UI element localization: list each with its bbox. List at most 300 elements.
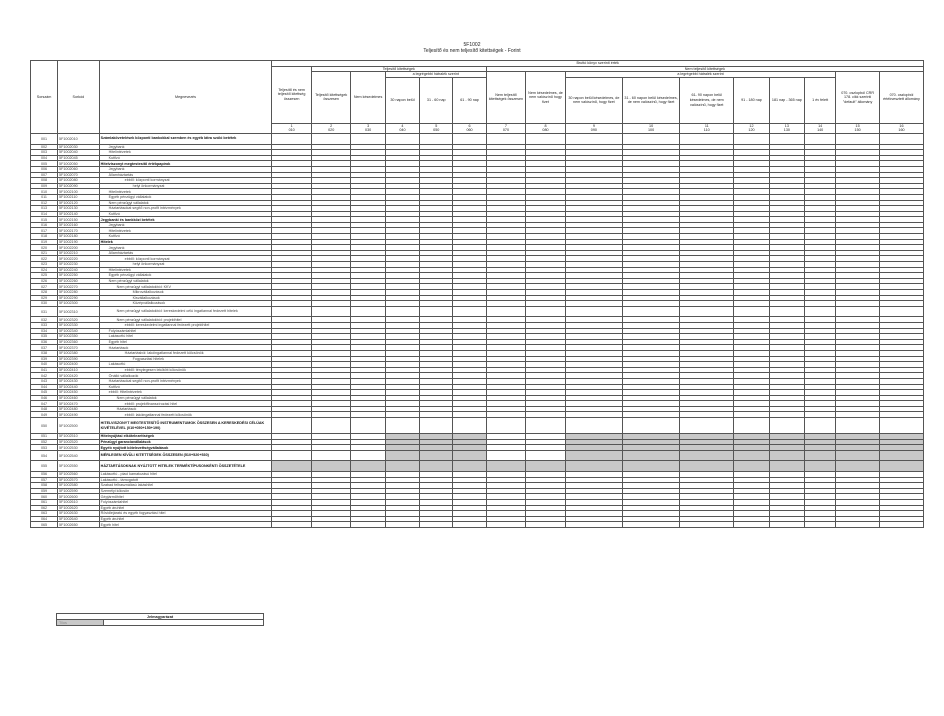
row-code: 5F1002150 bbox=[58, 217, 100, 223]
column-number-cell bbox=[526, 123, 566, 133]
row-number: 008 bbox=[31, 178, 58, 184]
row-description: ebből: ténylegesen lekötött kölcsönök bbox=[99, 367, 272, 373]
value-cell[interactable] bbox=[385, 450, 419, 461]
value-cell[interactable] bbox=[420, 450, 453, 461]
value-cell[interactable] bbox=[420, 306, 453, 317]
value-cell[interactable] bbox=[351, 418, 385, 434]
row-code: 5F1002290 bbox=[58, 295, 100, 301]
row-code: 5F1002130 bbox=[58, 206, 100, 212]
row-description: Középvállalkozások bbox=[99, 301, 272, 307]
value-cell[interactable] bbox=[565, 522, 622, 528]
row-code: 5F1002530 bbox=[58, 445, 100, 451]
header-megnevezes: Megnevezés bbox=[99, 61, 272, 134]
row-description: HITELVISZONYT MEGTESTESÍTŐ INSTRUMENTUMOK ÖSSZESEN A KERESKEDÉSI CÉLÚAK KIVÉTELÉVEL (010+050+150+190) bbox=[99, 418, 272, 434]
value-cell[interactable] bbox=[486, 450, 526, 461]
value-cell[interactable] bbox=[622, 461, 679, 472]
row-number: 005 bbox=[31, 161, 58, 167]
row-description: Gépjárműhitel bbox=[99, 494, 272, 500]
column-number-cell bbox=[420, 123, 453, 133]
header-col-9: 30 napon belül késedelmes, de nem valószínű, hogy fizet bbox=[565, 77, 622, 123]
value-cell[interactable] bbox=[734, 306, 769, 317]
row-code: 5F1002440 bbox=[58, 384, 100, 390]
row-code: 5F1002330 bbox=[58, 322, 100, 328]
header-col-8: Nem késedelmes, de nem valószínű hogy fizet bbox=[526, 72, 566, 124]
column-number-cell bbox=[622, 123, 679, 133]
row-code: 5F1002570 bbox=[58, 477, 100, 483]
value-cell[interactable] bbox=[769, 461, 804, 472]
legend-swatch: Tilos bbox=[57, 620, 104, 626]
row-code: 5F1002140 bbox=[58, 211, 100, 217]
row-number: 044 bbox=[31, 384, 58, 390]
column-number-cell bbox=[486, 123, 526, 133]
value-cell[interactable] bbox=[879, 450, 923, 461]
value-cell[interactable] bbox=[311, 133, 351, 144]
row-code: 5F1002610 bbox=[58, 500, 100, 506]
row-code: 5F1002260 bbox=[58, 278, 100, 284]
row-code: 5F1002620 bbox=[58, 505, 100, 511]
value-cell[interactable] bbox=[272, 461, 312, 472]
header-col-5: 31 - 60 nap bbox=[420, 77, 453, 123]
legend-spacer bbox=[104, 620, 264, 626]
row-description: Mikrovállalkozások bbox=[99, 290, 272, 296]
value-cell[interactable] bbox=[311, 306, 351, 317]
row-code: 5F1002045 bbox=[58, 155, 100, 161]
row-code: 5F1002380 bbox=[58, 350, 100, 356]
value-cell[interactable] bbox=[680, 133, 734, 144]
row-number: 007 bbox=[31, 172, 58, 178]
value-cell[interactable] bbox=[272, 450, 312, 461]
column-code: 080 bbox=[542, 128, 549, 133]
row-number: 045 bbox=[31, 390, 58, 396]
value-cell[interactable] bbox=[879, 306, 923, 317]
column-number-cell bbox=[272, 123, 312, 133]
header-group-performing: Teljesítő kitettségek bbox=[311, 66, 486, 72]
value-cell[interactable] bbox=[565, 450, 622, 461]
row-number: 035 bbox=[31, 334, 58, 340]
value-cell[interactable] bbox=[486, 306, 526, 317]
value-cell[interactable] bbox=[805, 133, 836, 144]
column-number: 12 bbox=[749, 123, 754, 128]
value-cell[interactable] bbox=[879, 522, 923, 528]
header-sorszam: Sorszám bbox=[31, 61, 58, 134]
value-cell[interactable] bbox=[565, 461, 622, 472]
row-number: 057 bbox=[31, 477, 58, 483]
value-cell[interactable] bbox=[311, 450, 351, 461]
value-cell[interactable] bbox=[453, 461, 486, 472]
row-number: 001 bbox=[31, 133, 58, 144]
row-code: 5F1002270 bbox=[58, 284, 100, 290]
row-number: 030 bbox=[31, 301, 58, 307]
row-code: 5F1002510 bbox=[58, 434, 100, 440]
row-number: 054 bbox=[31, 450, 58, 461]
row-description: Lakáscélú - támogatott bbox=[99, 477, 272, 483]
column-number: 1 bbox=[290, 123, 293, 128]
row-number: 016 bbox=[31, 222, 58, 228]
value-cell[interactable] bbox=[734, 450, 769, 461]
row-number: 023 bbox=[31, 262, 58, 268]
column-number-cell bbox=[734, 123, 769, 133]
row-number: 065 bbox=[31, 522, 58, 528]
column-number-cell bbox=[879, 123, 923, 133]
value-cell[interactable] bbox=[565, 306, 622, 317]
value-cell[interactable] bbox=[272, 418, 312, 434]
row-number: 060 bbox=[31, 494, 58, 500]
row-code: 5F1002590 bbox=[58, 488, 100, 494]
header-perf-sub: a legrégebbi hátralék szerint bbox=[385, 72, 486, 78]
row-code: 5F1002040 bbox=[58, 150, 100, 156]
row-number: 049 bbox=[31, 412, 58, 418]
value-cell[interactable] bbox=[385, 306, 419, 317]
row-description: Hitelnyújtási elkötelezettségek bbox=[99, 434, 272, 440]
value-cell[interactable] bbox=[526, 418, 566, 434]
value-cell[interactable] bbox=[622, 306, 679, 317]
table-row bbox=[31, 306, 924, 317]
value-cell[interactable] bbox=[565, 133, 622, 144]
row-description: helyi önkormányzat bbox=[99, 183, 272, 189]
value-cell[interactable] bbox=[734, 418, 769, 434]
row-number: 017 bbox=[31, 228, 58, 234]
column-number: 3 bbox=[367, 123, 370, 128]
row-description: Jegybank bbox=[99, 222, 272, 228]
value-cell[interactable] bbox=[565, 418, 622, 434]
value-cell[interactable] bbox=[805, 450, 836, 461]
row-description: Számlakövetelések központi bankokkal szemben és egyéb látra szóló betétek bbox=[99, 133, 272, 144]
value-cell[interactable] bbox=[836, 306, 880, 317]
value-cell[interactable] bbox=[486, 461, 526, 472]
row-description: Államháztartás bbox=[99, 172, 272, 178]
value-cell[interactable] bbox=[769, 133, 804, 144]
row-number: 061 bbox=[31, 500, 58, 506]
value-cell[interactable] bbox=[805, 418, 836, 434]
row-code: 5F1002080 bbox=[58, 178, 100, 184]
row-code: 5F1002010 bbox=[58, 133, 100, 144]
row-number: 039 bbox=[31, 356, 58, 362]
row-description: Jegybanki és bankközi betétek bbox=[99, 217, 272, 223]
value-cell[interactable] bbox=[680, 522, 734, 528]
row-number: 027 bbox=[31, 284, 58, 290]
value-cell[interactable] bbox=[486, 418, 526, 434]
value-cell[interactable] bbox=[420, 522, 453, 528]
row-number: 002 bbox=[31, 144, 58, 150]
row-description: Folyószámlahitel bbox=[99, 500, 272, 506]
value-cell[interactable] bbox=[351, 450, 385, 461]
value-cell[interactable] bbox=[680, 461, 734, 472]
value-cell[interactable] bbox=[351, 306, 385, 317]
row-number: 020 bbox=[31, 245, 58, 251]
row-number: 021 bbox=[31, 250, 58, 256]
header-nonperf-sub: a legrégebbi hátralék szerint bbox=[565, 72, 836, 78]
row-code: 5F1002060 bbox=[58, 166, 100, 172]
column-code: 090 bbox=[590, 128, 597, 133]
row-description: helyi önkormányzat bbox=[99, 262, 272, 268]
table-row bbox=[31, 461, 924, 472]
row-number: 013 bbox=[31, 206, 58, 212]
row-number: 022 bbox=[31, 256, 58, 262]
row-code: 5F1002200 bbox=[58, 245, 100, 251]
value-cell[interactable] bbox=[272, 133, 312, 144]
row-code: 5F1002210 bbox=[58, 250, 100, 256]
value-cell[interactable] bbox=[272, 522, 312, 528]
value-cell[interactable] bbox=[734, 522, 769, 528]
header-col-16: 070. oszlopból értékvesztett állomány bbox=[879, 72, 923, 124]
value-cell[interactable] bbox=[385, 133, 419, 144]
row-description: Szabad felhasználású lakáshitel bbox=[99, 483, 272, 489]
row-description: Kisvállalkozások bbox=[99, 295, 272, 301]
row-description: Fogyasztási hitelek bbox=[99, 356, 272, 362]
value-cell[interactable] bbox=[420, 133, 453, 144]
column-number: 7 bbox=[504, 123, 507, 128]
value-cell[interactable] bbox=[526, 450, 566, 461]
row-description: Egyéb áruhitel bbox=[99, 516, 272, 522]
column-number: 11 bbox=[704, 123, 709, 128]
value-cell[interactable] bbox=[836, 450, 880, 461]
value-cell[interactable] bbox=[311, 461, 351, 472]
value-cell[interactable] bbox=[805, 461, 836, 472]
row-number: 051 bbox=[31, 434, 58, 440]
row-number: 029 bbox=[31, 295, 58, 301]
row-number: 031 bbox=[31, 306, 58, 317]
row-code: 5F1002100 bbox=[58, 189, 100, 195]
header-col-14: 1 év felett bbox=[805, 77, 836, 123]
header-col-2: Teljesítő kitettségek összesen bbox=[311, 72, 351, 124]
row-description: Kutfizó bbox=[99, 384, 272, 390]
row-description: Egyéb hitel bbox=[99, 522, 272, 528]
row-description: ebből: kereskedelmi ingatlannal fedezett projekthitel bbox=[99, 322, 272, 328]
value-cell[interactable] bbox=[311, 522, 351, 528]
value-cell[interactable] bbox=[351, 522, 385, 528]
row-number: 034 bbox=[31, 328, 58, 334]
column-number: 6 bbox=[468, 123, 471, 128]
column-number: 2 bbox=[330, 123, 333, 128]
row-number: 055 bbox=[31, 461, 58, 472]
value-cell[interactable] bbox=[351, 133, 385, 144]
value-cell[interactable] bbox=[385, 461, 419, 472]
value-cell[interactable] bbox=[453, 306, 486, 317]
row-code: 5F1002320 bbox=[58, 317, 100, 323]
row-description: Nem pénzügyi vállalatokból: kereskedelmi célú ingatlannal fedezett hitelek bbox=[99, 306, 272, 317]
value-cell[interactable] bbox=[622, 522, 679, 528]
row-number: 040 bbox=[31, 362, 58, 368]
row-code: 5F1002550 bbox=[58, 461, 100, 472]
row-code: 5F1002630 bbox=[58, 511, 100, 517]
value-cell[interactable] bbox=[805, 522, 836, 528]
value-cell[interactable] bbox=[526, 522, 566, 528]
row-description: Háztartásból: lakóingatlannal fedezett kölcsönök bbox=[99, 350, 272, 356]
row-code: 5F1002170 bbox=[58, 228, 100, 234]
row-number: 038 bbox=[31, 350, 58, 356]
row-description: Lakáscélú bbox=[99, 362, 272, 368]
row-code: 5F1002480 bbox=[58, 406, 100, 412]
row-description: Háztartásokat segítő non-profit intézmények bbox=[99, 206, 272, 212]
value-cell[interactable] bbox=[486, 133, 526, 144]
value-cell[interactable] bbox=[836, 522, 880, 528]
row-description: Hitelek bbox=[99, 239, 272, 245]
row-code: 5F1002420 bbox=[58, 373, 100, 379]
row-number: 050 bbox=[31, 418, 58, 434]
row-code: 5F1002180 bbox=[58, 234, 100, 240]
row-description: Hitelintézetek bbox=[99, 228, 272, 234]
row-description: Személyi kölcsön bbox=[99, 488, 272, 494]
row-code: 5F1002410 bbox=[58, 367, 100, 373]
value-cell[interactable] bbox=[836, 461, 880, 472]
value-cell[interactable] bbox=[351, 461, 385, 472]
row-description: Folyószámlahitel bbox=[99, 328, 272, 334]
row-description: Hitelviszonyt megtestesítő értékpapírok bbox=[99, 161, 272, 167]
row-code: 5F1002460 bbox=[58, 395, 100, 401]
value-cell[interactable] bbox=[486, 522, 526, 528]
column-code: 040 bbox=[399, 128, 406, 133]
column-code: 160 bbox=[898, 128, 905, 133]
value-cell[interactable] bbox=[836, 133, 880, 144]
value-cell[interactable] bbox=[836, 418, 880, 434]
row-number: 026 bbox=[31, 278, 58, 284]
row-number: 052 bbox=[31, 439, 58, 445]
value-cell[interactable] bbox=[680, 418, 734, 434]
row-description: Kutfizó bbox=[99, 155, 272, 161]
row-number: 048 bbox=[31, 406, 58, 412]
row-number: 056 bbox=[31, 472, 58, 478]
value-cell[interactable] bbox=[311, 418, 351, 434]
row-number: 028 bbox=[31, 290, 58, 296]
header-col-11: 61- 90 napon belül késedelmes, de nem valószínű, hogy fizet bbox=[680, 77, 734, 123]
row-code: 5F1002090 bbox=[58, 183, 100, 189]
column-code: 060 bbox=[466, 128, 473, 133]
header-sorkod: Sorkód bbox=[58, 61, 100, 134]
row-description: Egyéb pénzügyi vállalatok bbox=[99, 194, 272, 200]
header-col-12: 91 - 180 nap bbox=[734, 77, 769, 123]
column-number: 5 bbox=[435, 123, 438, 128]
row-number: 015 bbox=[31, 217, 58, 223]
value-cell[interactable] bbox=[622, 450, 679, 461]
row-code: 5F1002110 bbox=[58, 194, 100, 200]
row-code: 5F1002400 bbox=[58, 362, 100, 368]
column-code: 070 bbox=[502, 128, 510, 133]
row-number: 037 bbox=[31, 345, 58, 351]
header-group-main: Bruttó könyv szerinti érték bbox=[272, 61, 924, 67]
row-code: 5F1002640 bbox=[58, 516, 100, 522]
row-code: 5F1002490 bbox=[58, 412, 100, 418]
row-number: 018 bbox=[31, 234, 58, 240]
row-code: 5F1002600 bbox=[58, 494, 100, 500]
row-number: 036 bbox=[31, 339, 58, 345]
value-cell[interactable] bbox=[879, 133, 923, 144]
row-code: 5F1002360 bbox=[58, 339, 100, 345]
value-cell[interactable] bbox=[879, 418, 923, 434]
value-cell[interactable] bbox=[526, 461, 566, 472]
column-number: 16 bbox=[899, 123, 904, 128]
value-cell[interactable] bbox=[680, 450, 734, 461]
value-cell[interactable] bbox=[769, 306, 804, 317]
header-group-nonperforming: Nem teljesítő kitettségek bbox=[486, 66, 923, 72]
value-cell[interactable] bbox=[769, 418, 804, 434]
row-description: Egyéb pénzügyi vállalatok bbox=[99, 273, 272, 279]
row-description: Kutfizó bbox=[99, 234, 272, 240]
header-col-15: 070. oszlopból CRR 178. cikk szerinti "default" állomány bbox=[836, 72, 880, 124]
row-code: 5F1002540 bbox=[58, 450, 100, 461]
row-code: 5F1002310 bbox=[58, 306, 100, 317]
value-cell[interactable] bbox=[420, 461, 453, 472]
header-col-6: 61 - 90 nap bbox=[453, 77, 486, 123]
row-number: 012 bbox=[31, 200, 58, 206]
row-description: ebből: Hitelintézetek bbox=[99, 390, 272, 396]
column-code: 130 bbox=[783, 128, 790, 133]
value-cell[interactable] bbox=[272, 306, 312, 317]
header-col-7: Nem teljesítő kitettségek összesen bbox=[486, 72, 526, 124]
row-description: Kutfizó bbox=[99, 211, 272, 217]
value-cell[interactable] bbox=[526, 306, 566, 317]
column-code: 030 bbox=[365, 128, 372, 133]
table-body bbox=[31, 133, 924, 527]
column-number: 13 bbox=[784, 123, 789, 128]
row-description: Lakáscélú - piaci kamatozású hitel bbox=[99, 472, 272, 478]
row-number: 058 bbox=[31, 483, 58, 489]
row-code: 5F1002370 bbox=[58, 345, 100, 351]
exposures-table bbox=[30, 60, 924, 528]
value-cell[interactable] bbox=[453, 418, 486, 434]
row-code: 5F1002350 bbox=[58, 334, 100, 340]
row-code: 5F1002190 bbox=[58, 239, 100, 245]
row-code: 5F1002120 bbox=[58, 200, 100, 206]
value-cell[interactable] bbox=[526, 133, 566, 144]
row-number: 014 bbox=[31, 211, 58, 217]
row-description: Egyéb nyújtott kötelezettségvállalások bbox=[99, 445, 272, 451]
table-row bbox=[31, 522, 924, 528]
column-number: 4 bbox=[401, 123, 404, 128]
value-cell[interactable] bbox=[420, 418, 453, 434]
row-description: Rövidlejáratú és egyéb fogyasztási hitel bbox=[99, 511, 272, 517]
table-row bbox=[31, 133, 924, 144]
value-cell[interactable] bbox=[879, 461, 923, 472]
row-description: ebből: központi kormányzat bbox=[99, 256, 272, 262]
table-row bbox=[31, 450, 924, 461]
column-number-cell bbox=[453, 123, 486, 133]
value-cell[interactable] bbox=[385, 418, 419, 434]
row-description: Hitelintézetek bbox=[99, 189, 272, 195]
column-code: 120 bbox=[748, 128, 755, 133]
value-cell[interactable] bbox=[805, 306, 836, 317]
legend-title: Jelmagyarázat bbox=[57, 614, 264, 620]
value-cell[interactable] bbox=[734, 461, 769, 472]
value-cell[interactable] bbox=[622, 418, 679, 434]
row-code: 5F1002050 bbox=[58, 161, 100, 167]
value-cell[interactable] bbox=[769, 450, 804, 461]
value-cell[interactable] bbox=[453, 450, 486, 461]
row-number: 025 bbox=[31, 273, 58, 279]
column-code: 140 bbox=[817, 128, 824, 133]
column-code: 150 bbox=[854, 128, 861, 133]
row-number: 003 bbox=[31, 150, 58, 156]
column-number-cell bbox=[836, 123, 880, 133]
row-code: 5F1002430 bbox=[58, 378, 100, 384]
value-cell[interactable] bbox=[769, 522, 804, 528]
row-description: Háztartásokat segítő non-profit intézmények bbox=[99, 378, 272, 384]
row-description: ebből: központi kormányzat bbox=[99, 178, 272, 184]
value-cell[interactable] bbox=[680, 306, 734, 317]
row-description: Nem pénzügyi vállalatok bbox=[99, 200, 272, 206]
row-number: 010 bbox=[31, 189, 58, 195]
value-cell[interactable] bbox=[622, 133, 679, 144]
row-number: 033 bbox=[31, 322, 58, 328]
row-description: ebből: lakóingatlannal fedezett kölcsönök bbox=[99, 412, 272, 418]
row-code: 5F1002450 bbox=[58, 390, 100, 396]
row-description: Pénzügyi garanciavállalások bbox=[99, 439, 272, 445]
value-cell[interactable] bbox=[734, 133, 769, 144]
row-code: 5F1002560 bbox=[58, 472, 100, 478]
value-cell[interactable] bbox=[453, 133, 486, 144]
column-code: 050 bbox=[433, 128, 440, 133]
value-cell[interactable] bbox=[385, 522, 419, 528]
value-cell[interactable] bbox=[453, 522, 486, 528]
